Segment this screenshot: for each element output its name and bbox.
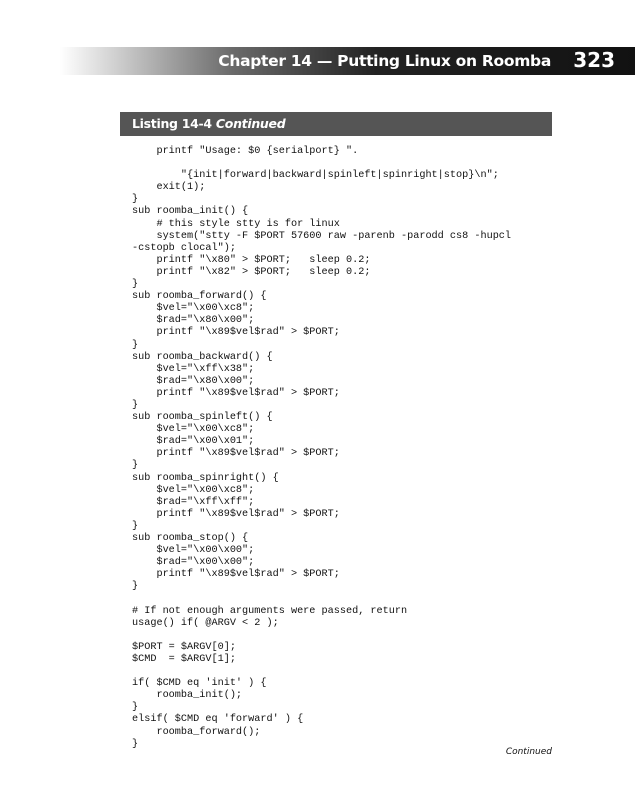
code-line: $CMD = $ARGV[1]; [132, 653, 236, 665]
code-line: } [132, 399, 139, 411]
listing-title [132, 115, 285, 133]
code-line: if( $CMD eq 'init' ) { [132, 678, 267, 690]
continued-note: Continued [505, 747, 552, 757]
code-line: } [132, 738, 139, 750]
code-line [132, 666, 562, 678]
code-line: exit(1); [132, 182, 206, 194]
code-line: sub roomba_backward() { [132, 351, 273, 363]
code-line: roomba_init(); [132, 690, 243, 702]
code-line: } [132, 460, 139, 472]
code-line: system("stty -F $PORT 57600 raw -parenb -parodd cs8 -hupcl [132, 230, 512, 242]
code-line: } [132, 520, 139, 532]
code-line: $vel="\xff\x38"; [132, 363, 255, 375]
code-line: $vel="\x00\x00"; [132, 545, 255, 557]
code-line: usage() if( @ARGV < 2 ); [132, 617, 279, 629]
code-line: $rad="\x00\x01"; [132, 436, 255, 448]
code-line: # this style stty is for linux [132, 218, 340, 230]
code-line: printf "\x89$vel$rad" > $PORT; [132, 448, 340, 460]
code-line: # If not enough arguments were passed, return [132, 605, 408, 617]
code-line: printf "\x89$vel$rad" > $PORT; [132, 569, 340, 581]
code-line: $vel="\x00\xc8"; [132, 424, 255, 436]
code-line: } [132, 581, 139, 593]
code-line: sub roomba_init() { [132, 206, 249, 218]
code-line: sub roomba_spinleft() { [132, 412, 273, 424]
code-line: printf "\x82" > $PORT; sleep 0.2; [132, 266, 371, 278]
code-line: $vel="\x00\xc8"; [132, 484, 255, 496]
code-line: sub roomba_stop() { [132, 533, 249, 544]
running-header [60, 47, 635, 75]
code-line: roomba_forward(); [132, 726, 261, 738]
code-line: } [132, 339, 139, 351]
code-line: $rad="\xff\xff"; [132, 496, 255, 508]
code-line: printf "\x89$vel$rad" > $PORT; [132, 508, 340, 520]
code-line: $rad="\x80\x00"; [132, 375, 255, 387]
code-line: printf "\x89$vel$rad" > $PORT; [132, 387, 340, 399]
code-line: -cstopb clocal"); [132, 242, 236, 254]
code-line: printf "Usage: $0 {serialport} ". [132, 146, 359, 157]
code-line: elsif( $CMD eq 'forward' ) { [132, 714, 304, 726]
code-line: $rad="\x00\x00"; [132, 557, 255, 569]
listing-continued-label: Continued [215, 116, 286, 131]
code-line: "{init|forward|backward|spinleft|spinright|stop}\n"; [132, 170, 499, 182]
code-line: } [132, 194, 139, 206]
code-listing [132, 146, 562, 751]
code-line: } [132, 279, 139, 291]
code-line: sub roomba_spinright() { [132, 472, 279, 484]
listing-label: Listing 14-4 [132, 116, 212, 131]
code-line: $PORT = $ARGV[0]; [132, 641, 236, 653]
code-line: printf "\x89$vel$rad" > $PORT; [132, 327, 340, 339]
code-line: $rad="\x80\x00"; [132, 315, 255, 327]
code-line: printf "\x80" > $PORT; sleep 0.2; [132, 254, 371, 266]
listing-header [120, 112, 552, 136]
code-line [132, 630, 562, 642]
code-line: } [132, 702, 139, 714]
page-number: 323 [573, 48, 615, 72]
code-line: $vel="\x00\xc8"; [132, 303, 255, 315]
chapter-title: Chapter 14 — Putting Linux on Roomba [218, 52, 551, 70]
code-line: sub roomba_forward() { [132, 291, 267, 303]
code-line [132, 158, 562, 170]
code-line [132, 593, 562, 605]
